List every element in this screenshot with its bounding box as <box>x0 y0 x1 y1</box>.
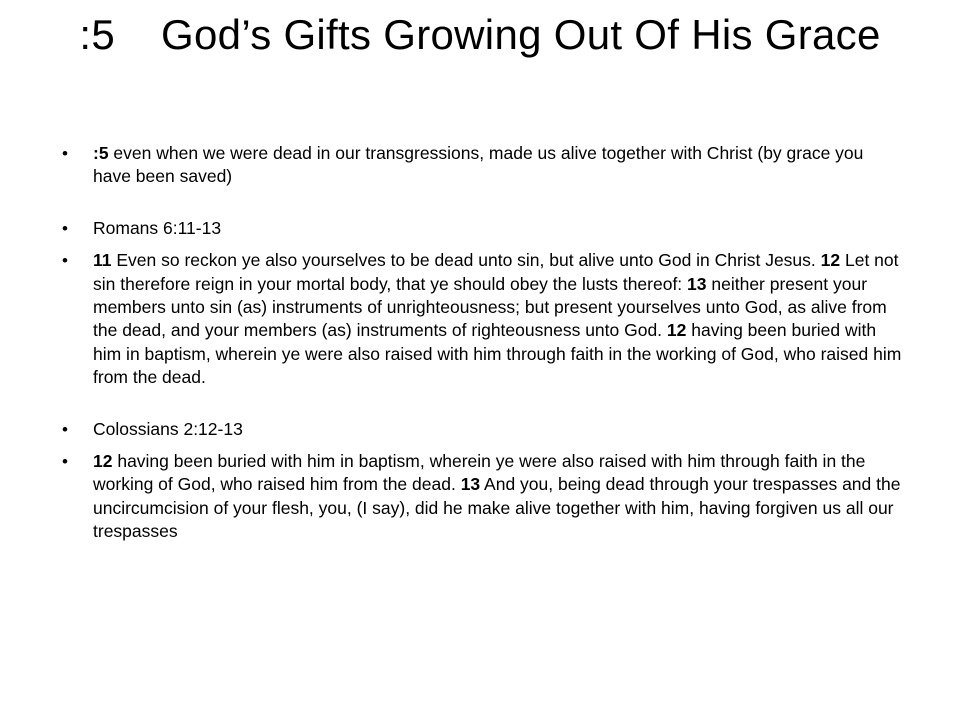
scripture-reference: Romans 6:11-13 <box>93 217 222 238</box>
bullet-dot-icon: • <box>62 218 68 238</box>
verse-text: neither present your members unto sin (as) instruments of unrighteousness; but present yourselves unto God, as alive from the dead, and your members (as) instruments of righteousness unto God. <box>93 273 887 341</box>
bullet-dot-icon: • <box>62 452 68 472</box>
verse-number: 11 <box>93 250 112 271</box>
bullet-item <box>62 217 902 240</box>
verse-text: even when we were dead in our transgressions, made us alive together with Christ (by grace you have been saved) <box>93 143 864 187</box>
bullet-list <box>62 142 902 544</box>
bullet-dot-icon: • <box>62 251 68 271</box>
verse-number: 13 <box>687 273 707 294</box>
bullet-item <box>62 142 902 189</box>
title-verse-number: :5 <box>79 11 116 58</box>
verse-number: 12 <box>666 320 687 341</box>
bullet-item <box>62 249 902 389</box>
verse-number: 12 <box>93 451 113 472</box>
scripture-reference: Colossians 2:12-13 <box>93 418 243 439</box>
verse-number: 12 <box>820 250 841 271</box>
bullet-dot-icon: • <box>62 144 68 163</box>
bullet-item <box>62 418 902 441</box>
slide-title <box>40 6 920 64</box>
title-text: God’s Gifts Growing Out Of His Grace <box>161 11 881 58</box>
verse-text: And you, being dead through your trespasses and the uncircumcision of your flesh, you, (I say), did he make alive together with him, having forgiven us all our trespasses <box>93 474 901 542</box>
verse-number: :5 <box>93 143 109 163</box>
verse-text: having been buried with him in baptism, wherein ye were also raised with him through faith in the working of God, who raised him from the dead. <box>93 451 866 495</box>
bullet-dot-icon: • <box>62 419 68 439</box>
verse-text: having been buried with him in baptism, wherein ye were also raised with him through faith in the working of God, who raised him from the dead. <box>93 320 902 388</box>
verse-text: Even so reckon ye also yourselves to be dead unto sin, but alive unto God in Christ Jesus. <box>111 250 821 271</box>
verse-number: 13 <box>460 474 481 495</box>
verse-text: Let not sin therefore reign in your mortal body, that ye should obey the lusts thereof: <box>93 250 899 294</box>
bullet-item <box>62 450 902 544</box>
